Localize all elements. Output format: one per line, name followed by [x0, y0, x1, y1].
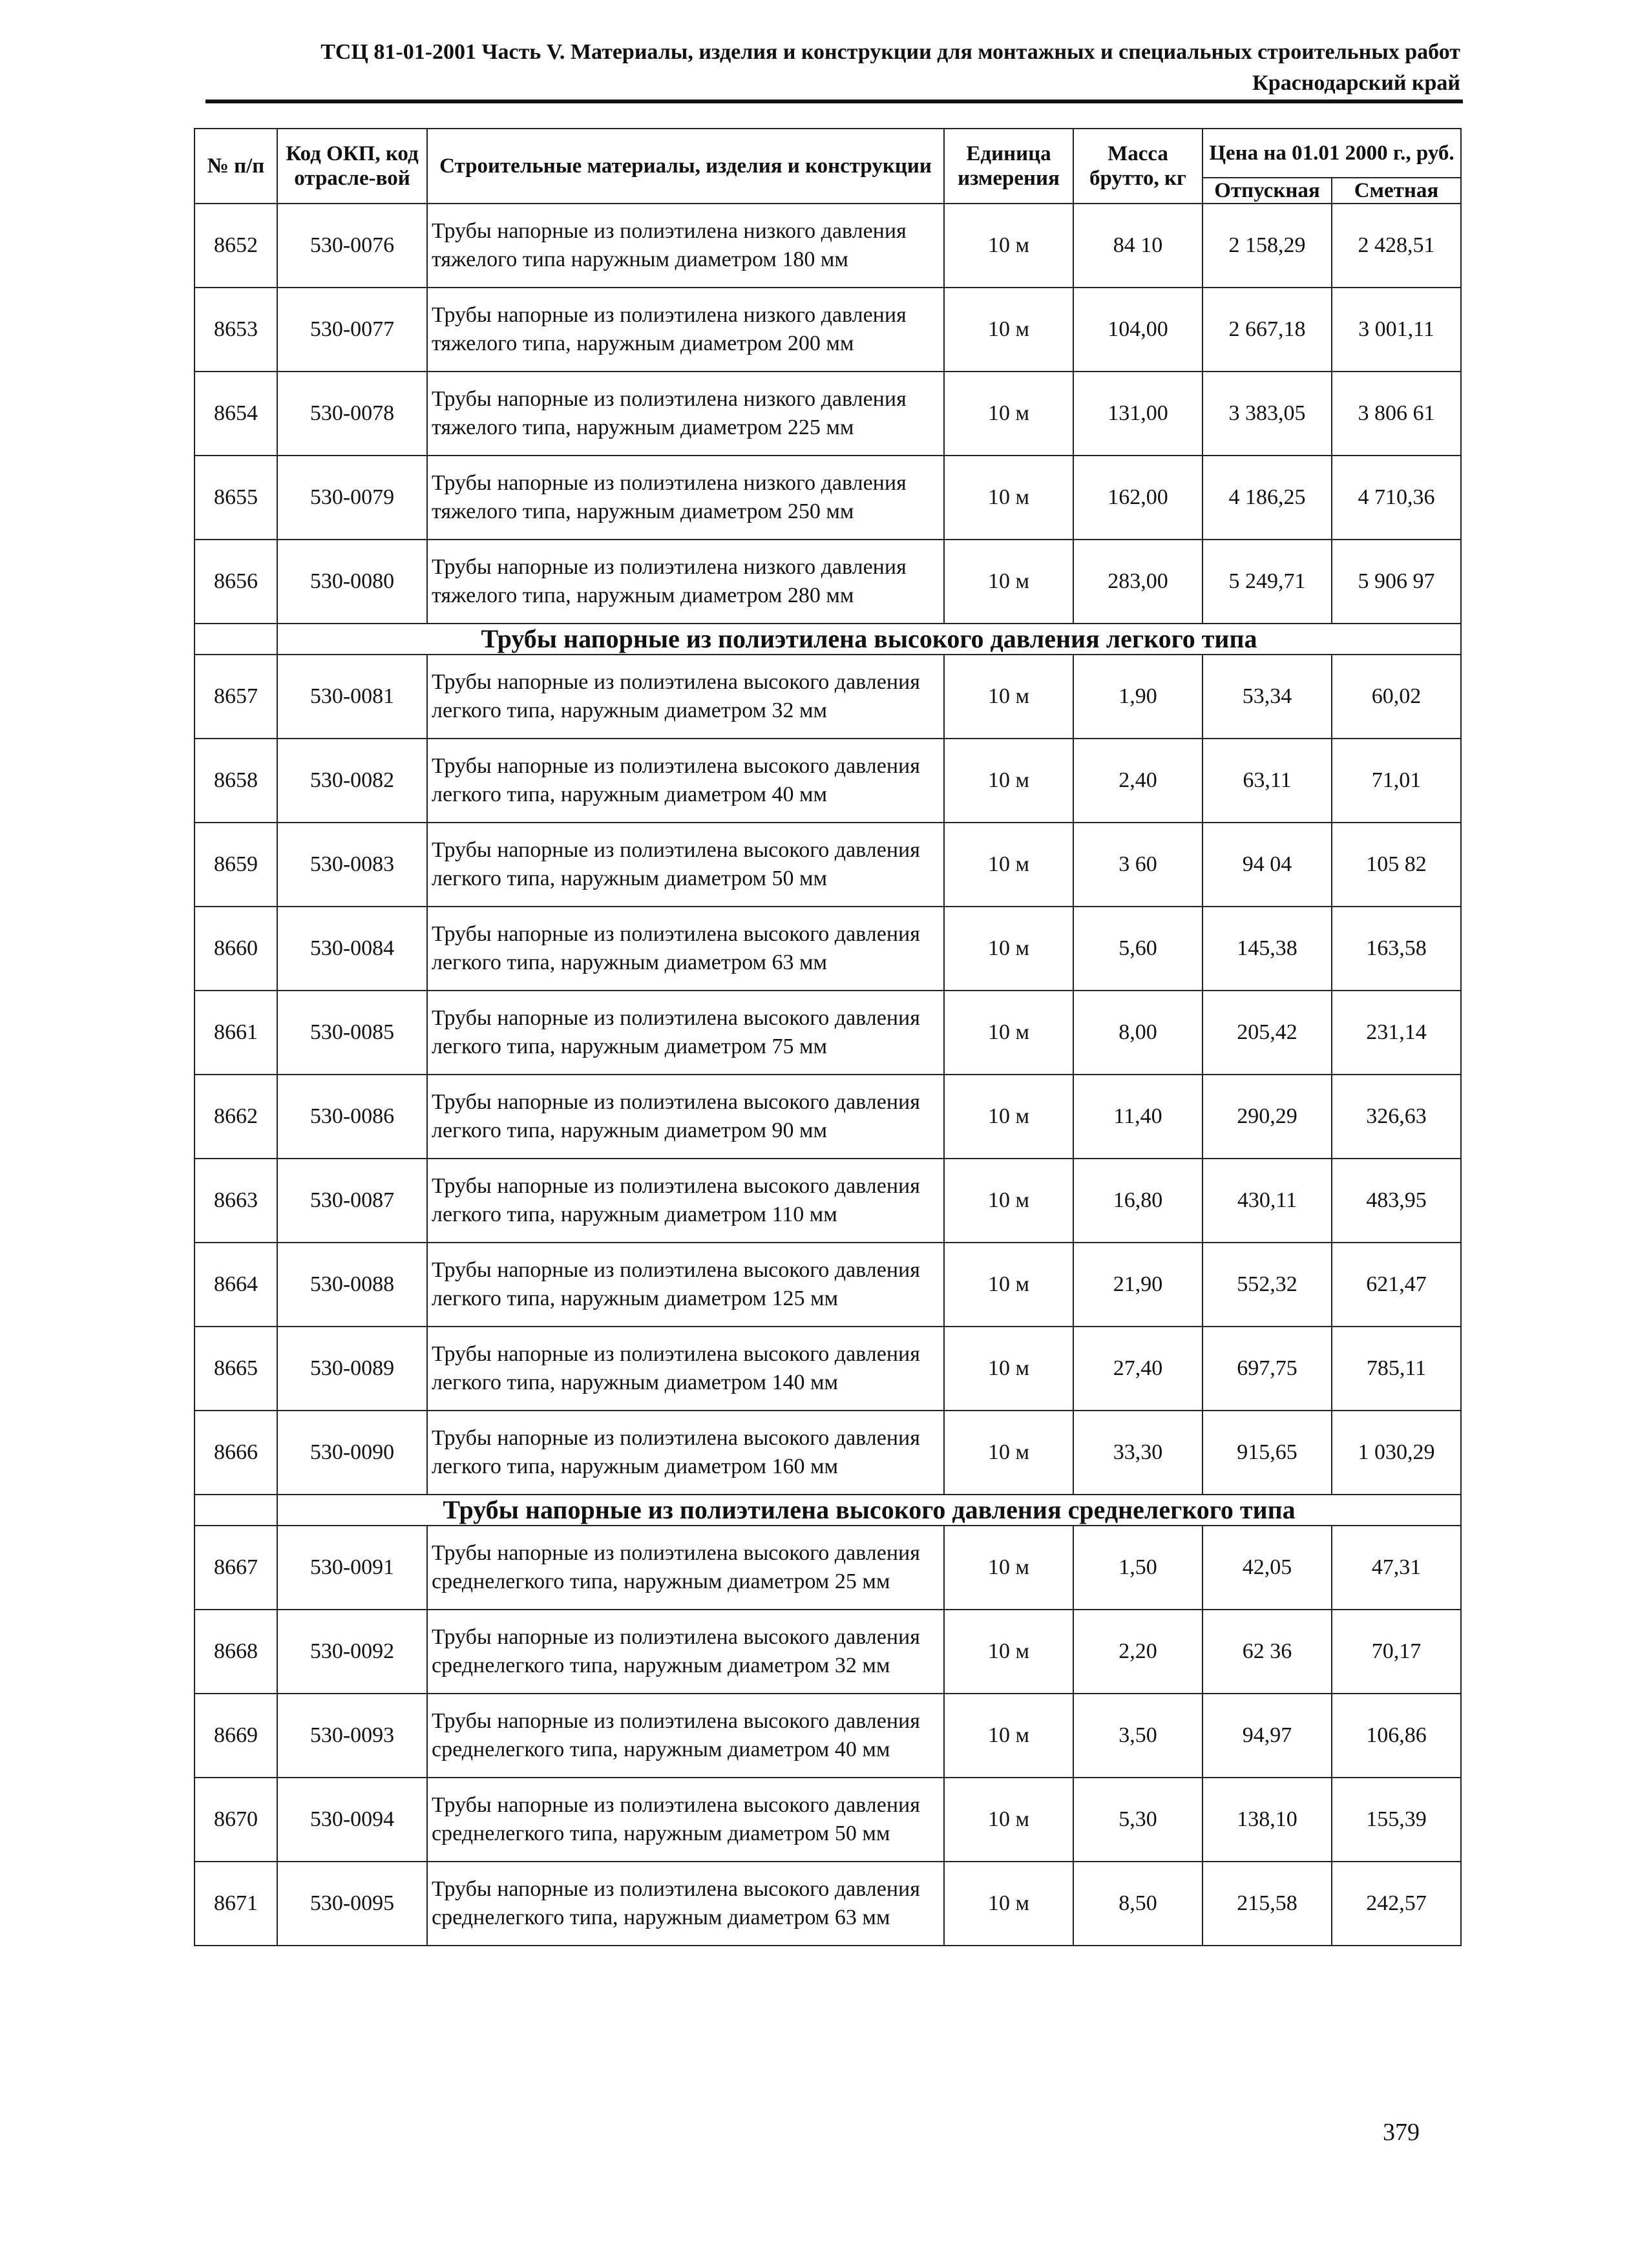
material-name-cell: Трубы напорные из полиэтилена низкого давления тяжелого типа, наружным диаметром 280 мм: [427, 540, 944, 624]
material-name-cell: Трубы напорные из полиэтилена высокого давления легкого типа, наружным диаметром 32 мм: [427, 655, 944, 739]
material-name-cell: Трубы напорные из полиэтилена низкого давления тяжелого типа, наружным диаметром 250 мм: [427, 456, 944, 540]
unit-cell: 10 м: [944, 1526, 1073, 1610]
release-price-cell: 290,29: [1203, 1075, 1332, 1159]
mass-cell: 5,60: [1073, 907, 1203, 991]
table-row: [194, 1327, 1461, 1411]
okp-code-cell: 530-0083: [277, 823, 427, 907]
estimate-price-cell: 71,01: [1332, 739, 1461, 823]
release-price-cell: 215,58: [1203, 1862, 1332, 1946]
okp-code-cell: 530-0090: [277, 1411, 427, 1495]
release-price-cell: 94 04: [1203, 823, 1332, 907]
table-row: [194, 1610, 1461, 1694]
material-name-cell: Трубы напорные из полиэтилена высокого давления легкого типа, наружным диаметром 90 мм: [427, 1075, 944, 1159]
unit-cell: 10 м: [944, 288, 1073, 372]
material-name-cell: Трубы напорные из полиэтилена низкого давления тяжелого типа, наружным диаметром 200 мм: [427, 288, 944, 372]
material-name-cell: Трубы напорные из полиэтилена высокого давления среднелегкого типа, наружным диаметром 25 мм: [427, 1526, 944, 1610]
release-price-cell: 915,65: [1203, 1411, 1332, 1495]
material-name-cell: Трубы напорные из полиэтилена высокого давления среднелегкого типа, наружным диаметром 50 мм: [427, 1778, 944, 1862]
row-number-cell: 8659: [194, 823, 277, 907]
table-row: [194, 288, 1461, 372]
section-heading-row: [194, 624, 1461, 655]
column-header-release-price: Отпускная: [1203, 178, 1332, 204]
okp-code-cell: 530-0085: [277, 991, 427, 1075]
section-heading-spacer: [194, 1495, 277, 1526]
release-price-cell: 145,38: [1203, 907, 1332, 991]
release-price-cell: 552,32: [1203, 1243, 1332, 1327]
mass-cell: 84 10: [1073, 204, 1203, 288]
mass-cell: 2,20: [1073, 1610, 1203, 1694]
column-header-price-group: Цена на 01.01 2000 г., руб.: [1203, 129, 1461, 178]
material-name-cell: Трубы напорные из полиэтилена высокого давления легкого типа, наружным диаметром 75 мм: [427, 991, 944, 1075]
section-heading: Трубы напорные из полиэтилена высокого давления легкого типа: [277, 624, 1461, 655]
okp-code-cell: 530-0089: [277, 1327, 427, 1411]
table-row: [194, 456, 1461, 540]
unit-cell: 10 м: [944, 372, 1073, 456]
estimate-price-cell: 3 806 61: [1332, 372, 1461, 456]
unit-cell: 10 м: [944, 1862, 1073, 1946]
okp-code-cell: 530-0091: [277, 1526, 427, 1610]
okp-code-cell: 530-0081: [277, 655, 427, 739]
okp-code-cell: 530-0094: [277, 1778, 427, 1862]
unit-cell: 10 м: [944, 1075, 1073, 1159]
table-row: [194, 823, 1461, 907]
release-price-cell: 3 383,05: [1203, 372, 1332, 456]
table-row: [194, 204, 1461, 288]
material-name-cell: Трубы напорные из полиэтилена низкого давления тяжелого типа наружным диаметром 180 мм: [427, 204, 944, 288]
okp-code-cell: 530-0093: [277, 1694, 427, 1778]
estimate-price-cell: 155,39: [1332, 1778, 1461, 1862]
mass-cell: 162,00: [1073, 456, 1203, 540]
estimate-price-cell: 2 428,51: [1332, 204, 1461, 288]
unit-cell: 10 м: [944, 991, 1073, 1075]
table-row: [194, 1526, 1461, 1610]
row-number-cell: 8657: [194, 655, 277, 739]
row-number-cell: 8660: [194, 907, 277, 991]
table-row: [194, 739, 1461, 823]
material-name-cell: Трубы напорные из полиэтилена высокого давления легкого типа, наружным диаметром 160 мм: [427, 1411, 944, 1495]
row-number-cell: 8652: [194, 204, 277, 288]
table-row: [194, 655, 1461, 739]
material-name-cell: Трубы напорные из полиэтилена высокого давления легкого типа, наружным диаметром 140 мм: [427, 1327, 944, 1411]
okp-code-cell: 530-0077: [277, 288, 427, 372]
row-number-cell: 8666: [194, 1411, 277, 1495]
table-row: [194, 540, 1461, 624]
okp-code-cell: 530-0078: [277, 372, 427, 456]
mass-cell: 131,00: [1073, 372, 1203, 456]
estimate-price-cell: 60,02: [1332, 655, 1461, 739]
release-price-cell: 138,10: [1203, 1778, 1332, 1862]
material-name-cell: Трубы напорные из полиэтилена высокого давления легкого типа, наружным диаметром 50 мм: [427, 823, 944, 907]
page-number: 379: [1383, 2119, 1420, 2146]
section-heading-spacer: [194, 624, 277, 655]
release-price-cell: 2 667,18: [1203, 288, 1332, 372]
mass-cell: 33,30: [1073, 1411, 1203, 1495]
okp-code-cell: 530-0095: [277, 1862, 427, 1946]
material-name-cell: Трубы напорные из полиэтилена низкого давления тяжелого типа, наружным диаметром 225 мм: [427, 372, 944, 456]
material-name-cell: Трубы напорные из полиэтилена высокого давления легкого типа, наружным диаметром 40 мм: [427, 739, 944, 823]
material-name-cell: Трубы напорные из полиэтилена высокого давления легкого типа, наружным диаметром 110 мм: [427, 1159, 944, 1243]
material-name-cell: Трубы напорные из полиэтилена высокого давления среднелегкого типа, наружным диаметром 40 мм: [427, 1694, 944, 1778]
unit-cell: 10 м: [944, 1411, 1073, 1495]
estimate-price-cell: 483,95: [1332, 1159, 1461, 1243]
row-number-cell: 8670: [194, 1778, 277, 1862]
unit-cell: 10 м: [944, 1327, 1073, 1411]
table-row: [194, 907, 1461, 991]
mass-cell: 21,90: [1073, 1243, 1203, 1327]
mass-cell: 8,50: [1073, 1862, 1203, 1946]
unit-cell: 10 м: [944, 1159, 1073, 1243]
mass-cell: 8,00: [1073, 991, 1203, 1075]
row-number-cell: 8671: [194, 1862, 277, 1946]
estimate-price-cell: 3 001,11: [1332, 288, 1461, 372]
estimate-price-cell: 621,47: [1332, 1243, 1461, 1327]
row-number-cell: 8661: [194, 991, 277, 1075]
table-row: [194, 1075, 1461, 1159]
table-row: [194, 991, 1461, 1075]
okp-code-cell: 530-0086: [277, 1075, 427, 1159]
row-number-cell: 8662: [194, 1075, 277, 1159]
mass-cell: 283,00: [1073, 540, 1203, 624]
okp-code-cell: 530-0082: [277, 739, 427, 823]
unit-cell: 10 м: [944, 456, 1073, 540]
row-number-cell: 8656: [194, 540, 277, 624]
section-heading-row: [194, 1495, 1461, 1526]
row-number-cell: 8669: [194, 1694, 277, 1778]
material-name-cell: Трубы напорные из полиэтилена высокого давления среднелегкого типа, наружным диаметром 63 мм: [427, 1862, 944, 1946]
release-price-cell: 94,97: [1203, 1694, 1332, 1778]
okp-code-cell: 530-0092: [277, 1610, 427, 1694]
okp-code-cell: 530-0076: [277, 204, 427, 288]
estimate-price-cell: 1 030,29: [1332, 1411, 1461, 1495]
row-number-cell: 8667: [194, 1526, 277, 1610]
estimate-price-cell: 47,31: [1332, 1526, 1461, 1610]
estimate-price-cell: 785,11: [1332, 1327, 1461, 1411]
material-name-cell: Трубы напорные из полиэтилена высокого давления среднелегкого типа, наружным диаметром 32 мм: [427, 1610, 944, 1694]
okp-code-cell: 530-0080: [277, 540, 427, 624]
mass-cell: 3 60: [1073, 823, 1203, 907]
unit-cell: 10 м: [944, 1243, 1073, 1327]
unit-cell: 10 м: [944, 540, 1073, 624]
estimate-price-cell: 106,86: [1332, 1694, 1461, 1778]
row-number-cell: 8663: [194, 1159, 277, 1243]
mass-cell: 2,40: [1073, 739, 1203, 823]
release-price-cell: 697,75: [1203, 1327, 1332, 1411]
column-header-material-name: Строительные материалы, изделия и конструкции: [427, 129, 944, 204]
release-price-cell: 4 186,25: [1203, 456, 1332, 540]
unit-cell: 10 м: [944, 204, 1073, 288]
release-price-cell: 5 249,71: [1203, 540, 1332, 624]
release-price-cell: 62 36: [1203, 1610, 1332, 1694]
table-row: [194, 1411, 1461, 1495]
okp-code-cell: 530-0087: [277, 1159, 427, 1243]
release-price-cell: 205,42: [1203, 991, 1332, 1075]
section-heading: Трубы напорные из полиэтилена высокого давления среднелегкого типа: [277, 1495, 1461, 1526]
material-name-cell: Трубы напорные из полиэтилена высокого давления легкого типа, наружным диаметром 63 мм: [427, 907, 944, 991]
materials-price-table: [194, 128, 1462, 1946]
release-price-cell: 53,34: [1203, 655, 1332, 739]
column-header-okp-code: Код ОКП, код отрасле-вой: [277, 129, 427, 204]
estimate-price-cell: 4 710,36: [1332, 456, 1461, 540]
unit-cell: 10 м: [944, 823, 1073, 907]
mass-cell: 27,40: [1073, 1327, 1203, 1411]
mass-cell: 11,40: [1073, 1075, 1203, 1159]
mass-cell: 1,90: [1073, 655, 1203, 739]
unit-cell: 10 м: [944, 1610, 1073, 1694]
row-number-cell: 8664: [194, 1243, 277, 1327]
okp-code-cell: 530-0084: [277, 907, 427, 991]
document-header-region: Краснодарский край: [1252, 71, 1460, 95]
material-name-cell: Трубы напорные из полиэтилена высокого давления легкого типа, наружным диаметром 125 мм: [427, 1243, 944, 1327]
unit-cell: 10 м: [944, 655, 1073, 739]
mass-cell: 5,30: [1073, 1778, 1203, 1862]
column-header-unit: Единица измерения: [944, 129, 1073, 204]
row-number-cell: 8654: [194, 372, 277, 456]
estimate-price-cell: 326,63: [1332, 1075, 1461, 1159]
column-header-mass: Масса брутто, кг: [1073, 129, 1203, 204]
estimate-price-cell: 5 906 97: [1332, 540, 1461, 624]
document-header-title: ТСЦ 81-01-2001 Часть V. Материалы, изделия и конструкции для монтажных и специальных строительных работ: [320, 40, 1460, 64]
mass-cell: 104,00: [1073, 288, 1203, 372]
table-row: [194, 1243, 1461, 1327]
row-number-cell: 8665: [194, 1327, 277, 1411]
estimate-price-cell: 242,57: [1332, 1862, 1461, 1946]
estimate-price-cell: 70,17: [1332, 1610, 1461, 1694]
row-number-cell: 8658: [194, 739, 277, 823]
estimate-price-cell: 231,14: [1332, 991, 1461, 1075]
mass-cell: 3,50: [1073, 1694, 1203, 1778]
release-price-cell: 2 158,29: [1203, 204, 1332, 288]
estimate-price-cell: 163,58: [1332, 907, 1461, 991]
okp-code-cell: 530-0079: [277, 456, 427, 540]
row-number-cell: 8668: [194, 1610, 277, 1694]
unit-cell: 10 м: [944, 739, 1073, 823]
release-price-cell: 63,11: [1203, 739, 1332, 823]
release-price-cell: 42,05: [1203, 1526, 1332, 1610]
unit-cell: 10 м: [944, 907, 1073, 991]
unit-cell: 10 м: [944, 1694, 1073, 1778]
table-row: [194, 1159, 1461, 1243]
column-header-number: № п/п: [194, 129, 277, 204]
table-row: [194, 1862, 1461, 1946]
column-header-estimate-price: Сметная: [1332, 178, 1461, 204]
release-price-cell: 430,11: [1203, 1159, 1332, 1243]
unit-cell: 10 м: [944, 1778, 1073, 1862]
row-number-cell: 8655: [194, 456, 277, 540]
mass-cell: 1,50: [1073, 1526, 1203, 1610]
mass-cell: 16,80: [1073, 1159, 1203, 1243]
estimate-price-cell: 105 82: [1332, 823, 1461, 907]
table-row: [194, 1778, 1461, 1862]
table-row: [194, 372, 1461, 456]
table-row: [194, 1694, 1461, 1778]
okp-code-cell: 530-0088: [277, 1243, 427, 1327]
row-number-cell: 8653: [194, 288, 277, 372]
header-divider: [205, 100, 1463, 103]
table-body: [194, 204, 1461, 1946]
